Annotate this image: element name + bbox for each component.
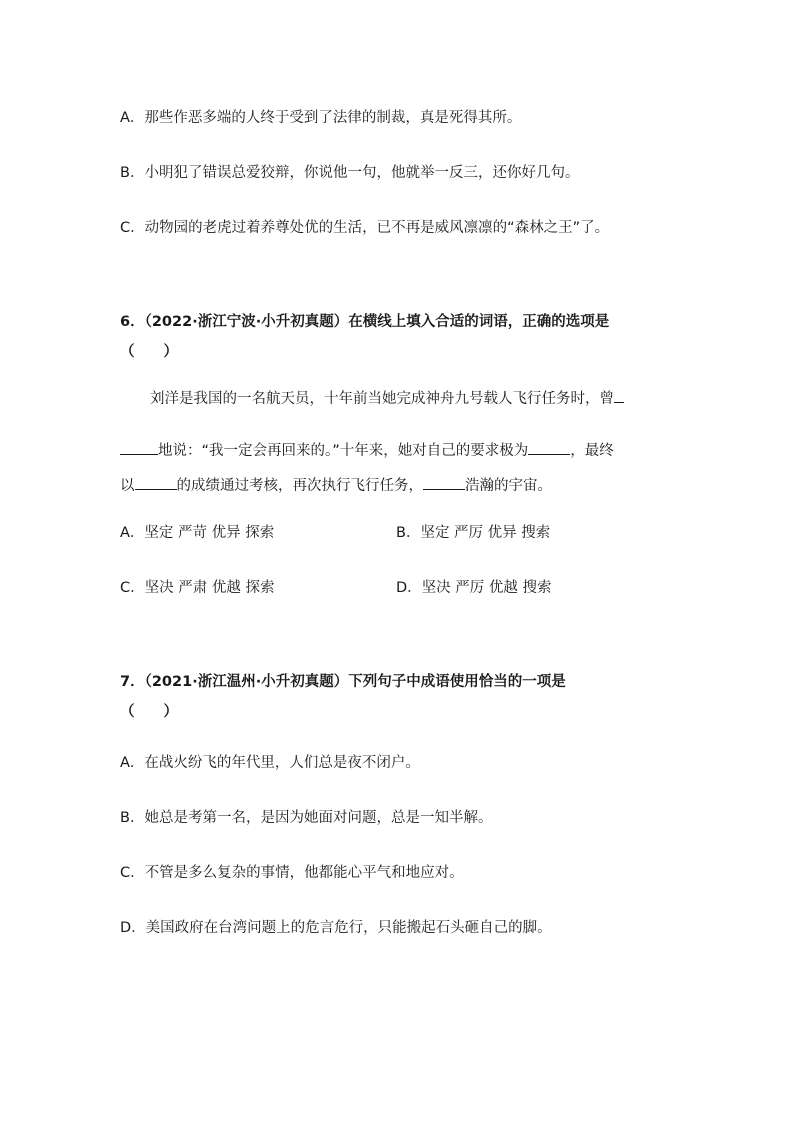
q6-blank-4[interactable]: [423, 474, 465, 490]
q6-option-a[interactable]: A．坚定 严苛 优异 探索: [120, 525, 275, 541]
q6-blank-2[interactable]: [528, 439, 570, 455]
q7-answer-paren: （ ）: [120, 704, 178, 720]
q6-passage-text-6: 浩瀚的宇宙。: [465, 478, 552, 494]
q6-stem: 6．（2022·浙江宁波·小升初真题）在横线上填入合适的词语，正确的选项是: [120, 314, 610, 330]
q7-option-c[interactable]: C．不管是多么复杂的事情，他都能心平气和地应对。: [120, 865, 464, 881]
q6-option-b[interactable]: B．坚定 严厉 优异 搜索: [396, 525, 551, 541]
q6-passage-line3: [120, 474, 552, 496]
q7-option-a[interactable]: A．在战火纷飞的年代里，人们总是夜不闭户。: [120, 755, 420, 771]
prev-option-c: C．动物园的老虎过着养尊处优的生活，已不再是威风凛凛的“森林之王”了。: [120, 220, 610, 236]
q6-passage-text-1: 刘洋是我国的一名航天员，十年前当她完成神舟九号载人飞行任务时，曾: [150, 391, 614, 407]
q6-passage-line2: [120, 439, 614, 461]
q7-option-b[interactable]: B．她总是考第一名，是因为她面对问题，总是一知半解。: [120, 810, 493, 826]
q6-passage-line1: [150, 387, 624, 409]
q6-blank-3[interactable]: [135, 474, 177, 490]
q6-passage-text-3: ，最终: [570, 443, 614, 459]
q6-passage-text-4: 以: [120, 478, 135, 494]
q6-blank-1-start[interactable]: [614, 387, 624, 403]
q6-passage-text-5: 的成绩通过考核，再次执行飞行任务，: [176, 478, 423, 494]
q6-passage-text-2: 地说：“我一定会再回来的。”十年来，她对自己的要求极为: [158, 443, 529, 459]
q6-option-c[interactable]: C．坚决 严肃 优越 探索: [120, 580, 275, 596]
prev-option-a: A．那些作恶多端的人终于受到了法律的制裁，真是死得其所。: [120, 110, 522, 126]
prev-option-b: B．小明犯了错误总爱狡辩，你说他一句，他就举一反三，还你好几句。: [120, 165, 580, 181]
q6-blank-1-end[interactable]: [120, 439, 158, 455]
q6-answer-paren: （ ）: [120, 344, 178, 360]
q7-option-d[interactable]: D．美国政府在台湾问题上的危言危行，只能搬起石头砸自己的脚。: [120, 920, 552, 936]
q7-stem: 7．（2021·浙江温州·小升初真题）下列句子中成语使用恰当的一项是: [120, 674, 566, 690]
q6-option-d[interactable]: D．坚决 严厉 优越 搜索: [396, 580, 552, 596]
